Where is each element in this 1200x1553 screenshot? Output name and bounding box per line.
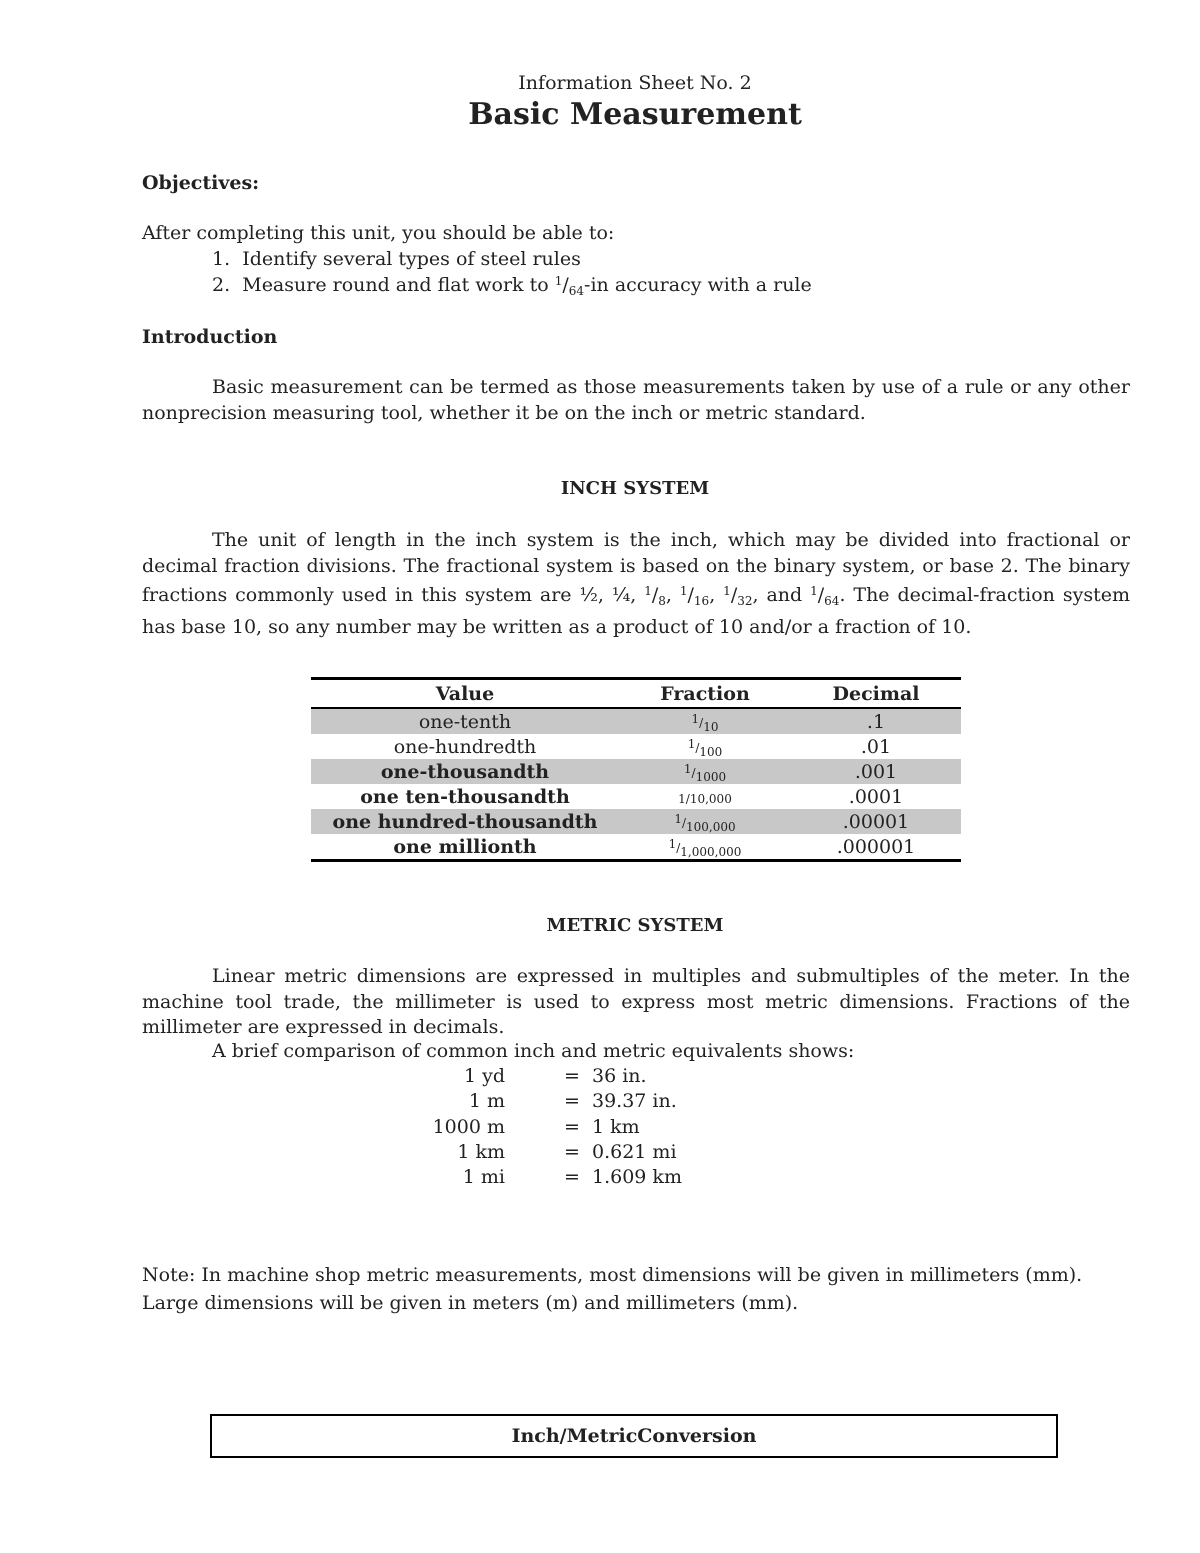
equivalent-row: [400, 1141, 800, 1166]
value-cell: one millionth: [393, 835, 537, 858]
equivalent-lhs: 1 mi: [462, 1166, 505, 1189]
decimal-cell: .00001: [791, 809, 961, 834]
decimal-cell: .1: [791, 708, 961, 734]
conversion-heading: Inch/MetricConversion: [511, 1425, 757, 1447]
introduction-body: Basic measurement can be termed as those measurements taken by use of a rule or any other nonprecision measuring tool, whether it be on the inch or metric standard.: [142, 376, 1130, 424]
equals-sign: =: [564, 1065, 580, 1087]
column-header-decimal: Decimal: [791, 679, 961, 709]
equivalent-rhs: 39.37 in.: [592, 1090, 677, 1113]
table-row: [311, 784, 961, 809]
separator: ,: [665, 584, 680, 606]
equivalent-rhs: 36 in.: [592, 1065, 647, 1087]
table-row: [311, 759, 961, 784]
fraction-cell: 1/1000: [619, 759, 791, 784]
fraction-numerator: 1: [674, 811, 682, 826]
value-cell: one ten-thousandth: [360, 785, 570, 808]
fraction-cell: [619, 784, 791, 809]
equivalent-rhs: 1.609 km: [592, 1166, 682, 1189]
sheet-number: Information Sheet No. 2: [518, 72, 752, 94]
fraction-cell: 1/100: [687, 736, 723, 759]
equivalent-row: [400, 1166, 800, 1191]
value-cell: one-thousandth: [311, 759, 619, 784]
value-cell: one hundred-thousandth: [311, 809, 619, 834]
fraction-numerator: 1: [554, 274, 563, 288]
fraction-numerator: 1: [723, 584, 731, 598]
equivalent-lhs: 1 m: [468, 1090, 505, 1113]
equivalent-lhs: 1 yd: [463, 1065, 505, 1087]
fraction-numerator: 1: [679, 584, 688, 598]
objectives-lead: After completing this unit, you should be able to:: [142, 222, 615, 244]
page-title: Basic Measurement: [468, 97, 802, 132]
decimal-cell: .000001: [836, 835, 916, 858]
separator: , and: [752, 584, 811, 606]
equals-sign: =: [564, 1115, 580, 1138]
fraction-denominator: 100: [699, 744, 723, 759]
value-cell: one-hundredth: [393, 735, 537, 758]
inch-system-heading: INCH SYSTEM: [560, 478, 710, 499]
objective-number: 2.: [212, 274, 231, 296]
fraction-inline: 1/10,000: [678, 791, 732, 806]
table-header-row: [311, 679, 961, 709]
fraction-numerator: 1: [687, 736, 696, 751]
value-cell: one-tenth: [311, 708, 619, 734]
equals-sign: =: [564, 1090, 580, 1113]
metric-system-body: Linear metric dimensions are expressed in multiples and submultiples of the meter. In the machine tool trade, the millimeter is used to express most metric dimensions. Fractions of the millimeter are expressed in decimals.: [142, 965, 1130, 1038]
equivalent-lhs: 1 km: [457, 1140, 505, 1163]
decimal-cell: .0001: [848, 785, 904, 808]
inch-body-text: . The decimal-fraction system has base 10, so any number may be written as a product of 10 and/or a fraction of 10.: [142, 584, 1130, 638]
equivalents-list: [400, 1065, 800, 1191]
fraction-numerator: 1: [691, 711, 700, 726]
equals-sign: =: [564, 1166, 580, 1189]
equivalent-lhs: 1000 m: [432, 1115, 505, 1138]
decimal-fraction-table: [311, 677, 961, 862]
note-text: Note: In machine shop metric measurements, most dimensions will be given in millimeters (mm). Large dimensions will be given in meters (m) and millimeters (mm).: [142, 1264, 1083, 1314]
objective-number: 1.: [212, 248, 231, 270]
fraction-cell: 1/1,000,000: [668, 836, 742, 859]
table-row: [311, 734, 961, 759]
fraction-denominator: 1,000,000: [680, 844, 742, 859]
equivalent-row: [400, 1065, 800, 1090]
fraction-denominator: 16: [693, 594, 710, 608]
fraction-cell: 1/100,000: [619, 809, 791, 834]
table-row: [311, 834, 961, 861]
table-row: [311, 809, 961, 834]
column-header-fraction: Fraction: [619, 679, 791, 709]
objective-item: 2. Measure round and flat work to $^1/_{64}-in$ accuracy with a rule: [212, 274, 812, 298]
column-header-value: Value: [311, 679, 619, 709]
fraction-numerator: 1: [644, 584, 652, 598]
inch-body-text: The unit of length in the inch system is the inch, which may be divided into fractional or decimal fraction divisions. The fractional system is based on the binary system, or base 2. The binary fractions commonly used in this system are ½, ¼,: [142, 529, 1130, 606]
conversion-section-box: [210, 1414, 1058, 1458]
table-row: [311, 708, 961, 734]
objectives-heading: Objectives:: [142, 172, 260, 194]
fraction-denominator: 64: [568, 284, 585, 298]
equivalent-rhs: 0.621 mi: [592, 1140, 677, 1163]
equivalent-row: [400, 1116, 800, 1141]
objective-item: [212, 248, 581, 270]
introduction-heading: Introduction: [142, 326, 278, 348]
objective-text: Identify several types of steel rules: [242, 248, 581, 270]
fraction-denominator: 32: [737, 594, 753, 608]
fraction-denominator: 64: [824, 594, 840, 608]
equivalent-rhs: 1 km: [592, 1115, 640, 1138]
fraction-denominator: 8: [658, 594, 666, 608]
decimal-cell: .01: [860, 735, 892, 758]
inch-system-body: The unit of length in the inch system is the inch, which may be divided into fractional or decimal fraction divisions. The fractional system is based on the binary system, or base 2. The binary fractions commonly used in this system are ½, ¼, $^1/_8$, $^1/_{16}$, $^1/_{32}$, and $^1/_{64}$. The decimal-fraction system has base 10, so any number may be written as a product of 10 and/or a fraction of 10.: [142, 529, 1130, 638]
decimal-cell: .001: [791, 759, 961, 784]
equals-sign: =: [564, 1140, 580, 1163]
fraction-denominator: 1000: [695, 769, 727, 784]
fraction-cell: 1/10: [619, 708, 791, 734]
objective-text: Measure round and flat work to: [242, 274, 555, 296]
fraction-denominator: 100,000: [686, 819, 736, 834]
objective-text: -in accuracy with a rule: [584, 274, 812, 296]
fraction-numerator: 1: [683, 761, 692, 776]
fraction-denominator: 10: [703, 719, 719, 734]
separator: ,: [709, 584, 724, 606]
equivalent-row: [400, 1090, 800, 1115]
metric-system-heading: METRIC SYSTEM: [546, 915, 724, 936]
comparison-lead: A brief comparison of common inch and metric equivalents shows:: [212, 1040, 855, 1062]
fraction-numerator: 1: [668, 836, 677, 851]
fraction-numerator: 1: [810, 584, 818, 598]
